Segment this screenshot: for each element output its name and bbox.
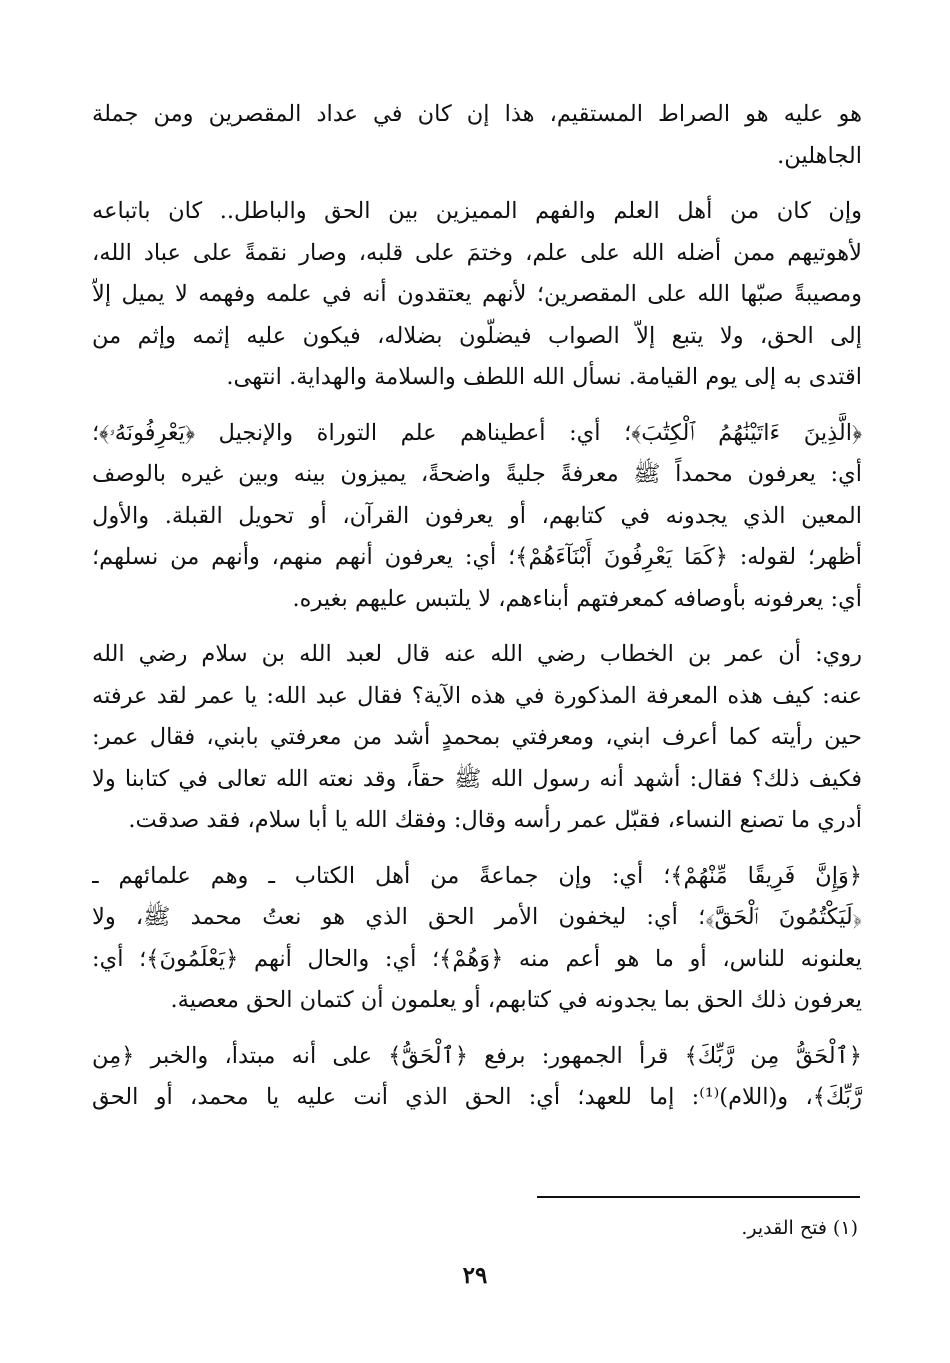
text-line: عنه: كيف هذه المعرفة المذكورة في هذه الآية؟ فقال عبد الله: يا عمر لقد عرفته	[92, 682, 862, 709]
text-line: يعرفون ذلك الحق بما يجدونه في كتابهم، أو يعلمون أن كتمان الحق معصية.	[170, 987, 862, 1013]
footnote: (١) فتح القدير.	[741, 1217, 858, 1239]
text-line: فكيف ذلك؟ فقال: أشهد أنه رسول الله ﷺ حقاً، وقد نعته الله تعالى في كتابنا ولا	[92, 765, 862, 792]
body-text	[92, 94, 862, 1133]
page-number: ٢٩	[462, 1262, 488, 1289]
text-line: رَّبِّكَ﴾، و(اللام)⁽¹⁾: إما للعهد؛ أي: الحق الذي أنت عليه يا محمد، أو الحق	[92, 1084, 862, 1110]
footnote-divider	[537, 1196, 860, 1198]
text-line: ﴿ٱلْحَقُّ مِن رَّبِّكَ﴾ قرأ الجمهور: برفع ﴿ٱلْحَقُّ﴾ على أنه مبتدأ، والخبر ﴿مِن	[92, 1042, 862, 1069]
text-line: إلى الحق، ولا يتبع إلاّ الصواب فيضلّون بضلاله، فيكون عليه إثمه وإثم من	[92, 322, 862, 349]
text-line: أظهر؛ لقوله: ﴿كَمَا يَعْرِفُونَ أَبْنَآءَهُمْ﴾؛ أي: يعرفون أنهم منهم، وأنهم من نسلهم؛	[92, 544, 862, 570]
text-line: ومصيبةً صبّها الله على المقصرين؛ لأنهم يعتقدون أنه في علمه وفهمه لا يميل إلاّ	[92, 281, 862, 307]
paragraph-6	[92, 1036, 862, 1119]
text-line: حين رأيته كما أعرف ابني، ومعرفتي بمحمدٍ أشد من معرفتي بابني، فقال عمر:	[92, 724, 862, 750]
text-line: أدري ما تصنع النساء، فقبّل عمر رأسه وقال: وفقك الله يا أبا سلام، فقد صدقت.	[128, 807, 862, 833]
text-line: هو عليه هو الصراط المستقيم، هذا إن كان في عداد المقصرين ومن جملة	[92, 101, 862, 127]
text-line: يعلنونه للناس، أو ما هو أعم منه ﴿وَهُمْ﴾؛ أي: والحال أنهم ﴿يَعْلَمُونَ﴾؛ أي:	[92, 945, 862, 972]
paragraph-1	[92, 94, 862, 177]
text-line: الجاهلين.	[777, 142, 862, 169]
text-line: ﴿الَّذِينَ ءَاتَيْنَٰهُمُ ٱلْكِتَٰبَ﴾؛ أي: أعطيناهم علم التوراة والإنجيل ﴿يَعْرِفُونَهُۥ﴾؛	[92, 419, 862, 446]
text-line: ﴿وَإِنَّ فَرِيقًا مِّنْهُمْ﴾؛ أي: وإن جماعةً من أهل الكتاب ـ وهم علمائهم ـ	[92, 862, 862, 889]
text-line: أي: يعرفونه بأوصافه كمعرفتهم أبناءهم، لا يلتبس عليهم بغيره.	[292, 585, 862, 612]
text-line: وإن كان من أهل العلم والفهم المميزين بين الحق والباطل.. كان باتباعه	[92, 198, 862, 224]
text-line: روي: أن عمر بن الخطاب رضي الله عنه قال لعبد الله بن سلام رضي الله	[92, 641, 862, 667]
text-line: ﴿لَيَكْتُمُونَ ٱلْحَقَّ﴾؛ أي: ليخفون الأمر الحق الذي هو نعتُ محمد ﷺ، ولا	[92, 904, 862, 930]
paragraph-2	[92, 191, 862, 399]
paragraph-5	[92, 856, 862, 1022]
text-line: اقتدى به إلى يوم القيامة. نسأل الله اللطف والسلامة والهداية. انتهى.	[226, 364, 862, 390]
text-line: أي: يعرفون محمداً ﷺ معرفةً جليةً واضحةً، يميزون بينه وبين غيره بالوصف	[92, 461, 862, 487]
paragraph-3	[92, 413, 862, 621]
text-line: المعين الذي يجدونه في كتابهم، أو يعرفون القرآن، أو تحويل القبلة. والأول	[92, 502, 862, 529]
text-line: لأهوتيهم ممن أضله الله على علم، وختمَ على قلبه، وصار نقمةً على عباد الله،	[92, 239, 862, 266]
paragraph-4	[92, 634, 862, 842]
